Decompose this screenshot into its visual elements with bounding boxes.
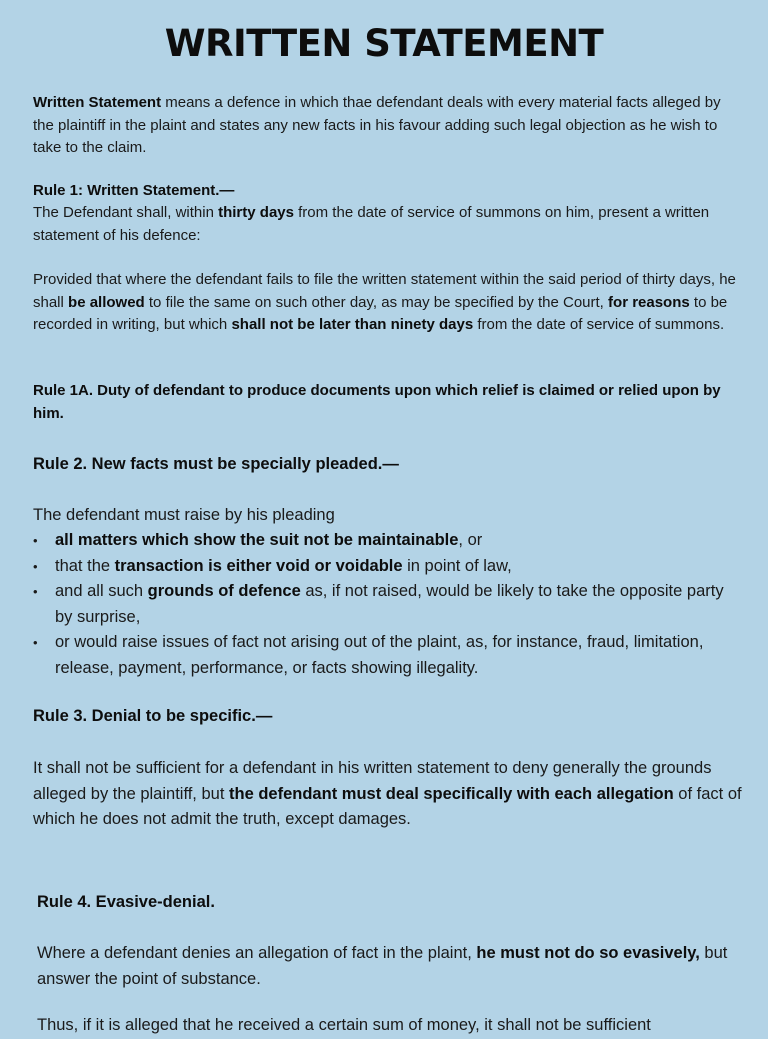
intro-term: Written Statement	[33, 94, 162, 111]
rule3-paragraph: It shall not be sufficient for a defendant in his written statement to deny generally the grounds alleged by the plaintiff, but the defendant must deal specifically with each allegation of fact of which he does not admit the truth, except damages.	[33, 759, 742, 828]
list-item: • and all such grounds of defence as, if not raised, would be likely to take the opposite party by surprise,	[33, 579, 738, 630]
rule1-heading: Rule 1: Written Statement.—	[33, 182, 235, 199]
cutoff-text: Thus, if it is alleged that he received a certain sum of money, it shall not be sufficient	[37, 1016, 651, 1034]
rule2-list	[33, 528, 738, 681]
list-item: • all matters which show the suit not be maintainable, or	[33, 528, 738, 554]
rule1-paragraph: The Defendant shall, within thirty days from the date of service of summons on him, present a written statement of his defence:	[33, 204, 710, 244]
list-item: • that the transaction is either void or voidable in point of law,	[33, 554, 738, 580]
page-title: WRITTEN STATEMENT	[164, 22, 604, 65]
rule2-lead: The defendant must raise by his pleading	[33, 506, 335, 524]
proviso-paragraph: Provided that where the defendant fails to file the written statement within the said period of thirty days, he shall be allowed to file the same on such other day, as may be specified by the Court, for reasons to be recorded in writing, but which shall not be later than ninety days from the date of service of summons.	[33, 271, 736, 333]
rule3-heading: Rule 3. Denial to be specific.—	[33, 707, 273, 725]
rule4-heading: Rule 4. Evasive-denial.	[37, 893, 215, 911]
intro-paragraph: Written Statement means a defence in which thae defendant deals with every material facts alleged by the plaintiff in the plaint and states any new facts in his favour adding such legal objection as he wish to take to the claim.	[33, 94, 721, 156]
rule2-heading: Rule 2. New facts must be specially pleaded.—	[33, 455, 399, 473]
rule4-paragraph: Where a defendant denies an allegation of fact in the plaint, he must not do so evasively, but answer the point of substance.	[37, 944, 728, 988]
rule1a-heading: Rule 1A. Duty of defendant to produce documents upon which relief is claimed or relied upon by him.	[33, 382, 721, 422]
list-item: • or would raise issues of fact not arising out of the plaint, as, for instance, fraud, limitation, release, payment, performance, or facts showing illegality.	[33, 630, 738, 681]
